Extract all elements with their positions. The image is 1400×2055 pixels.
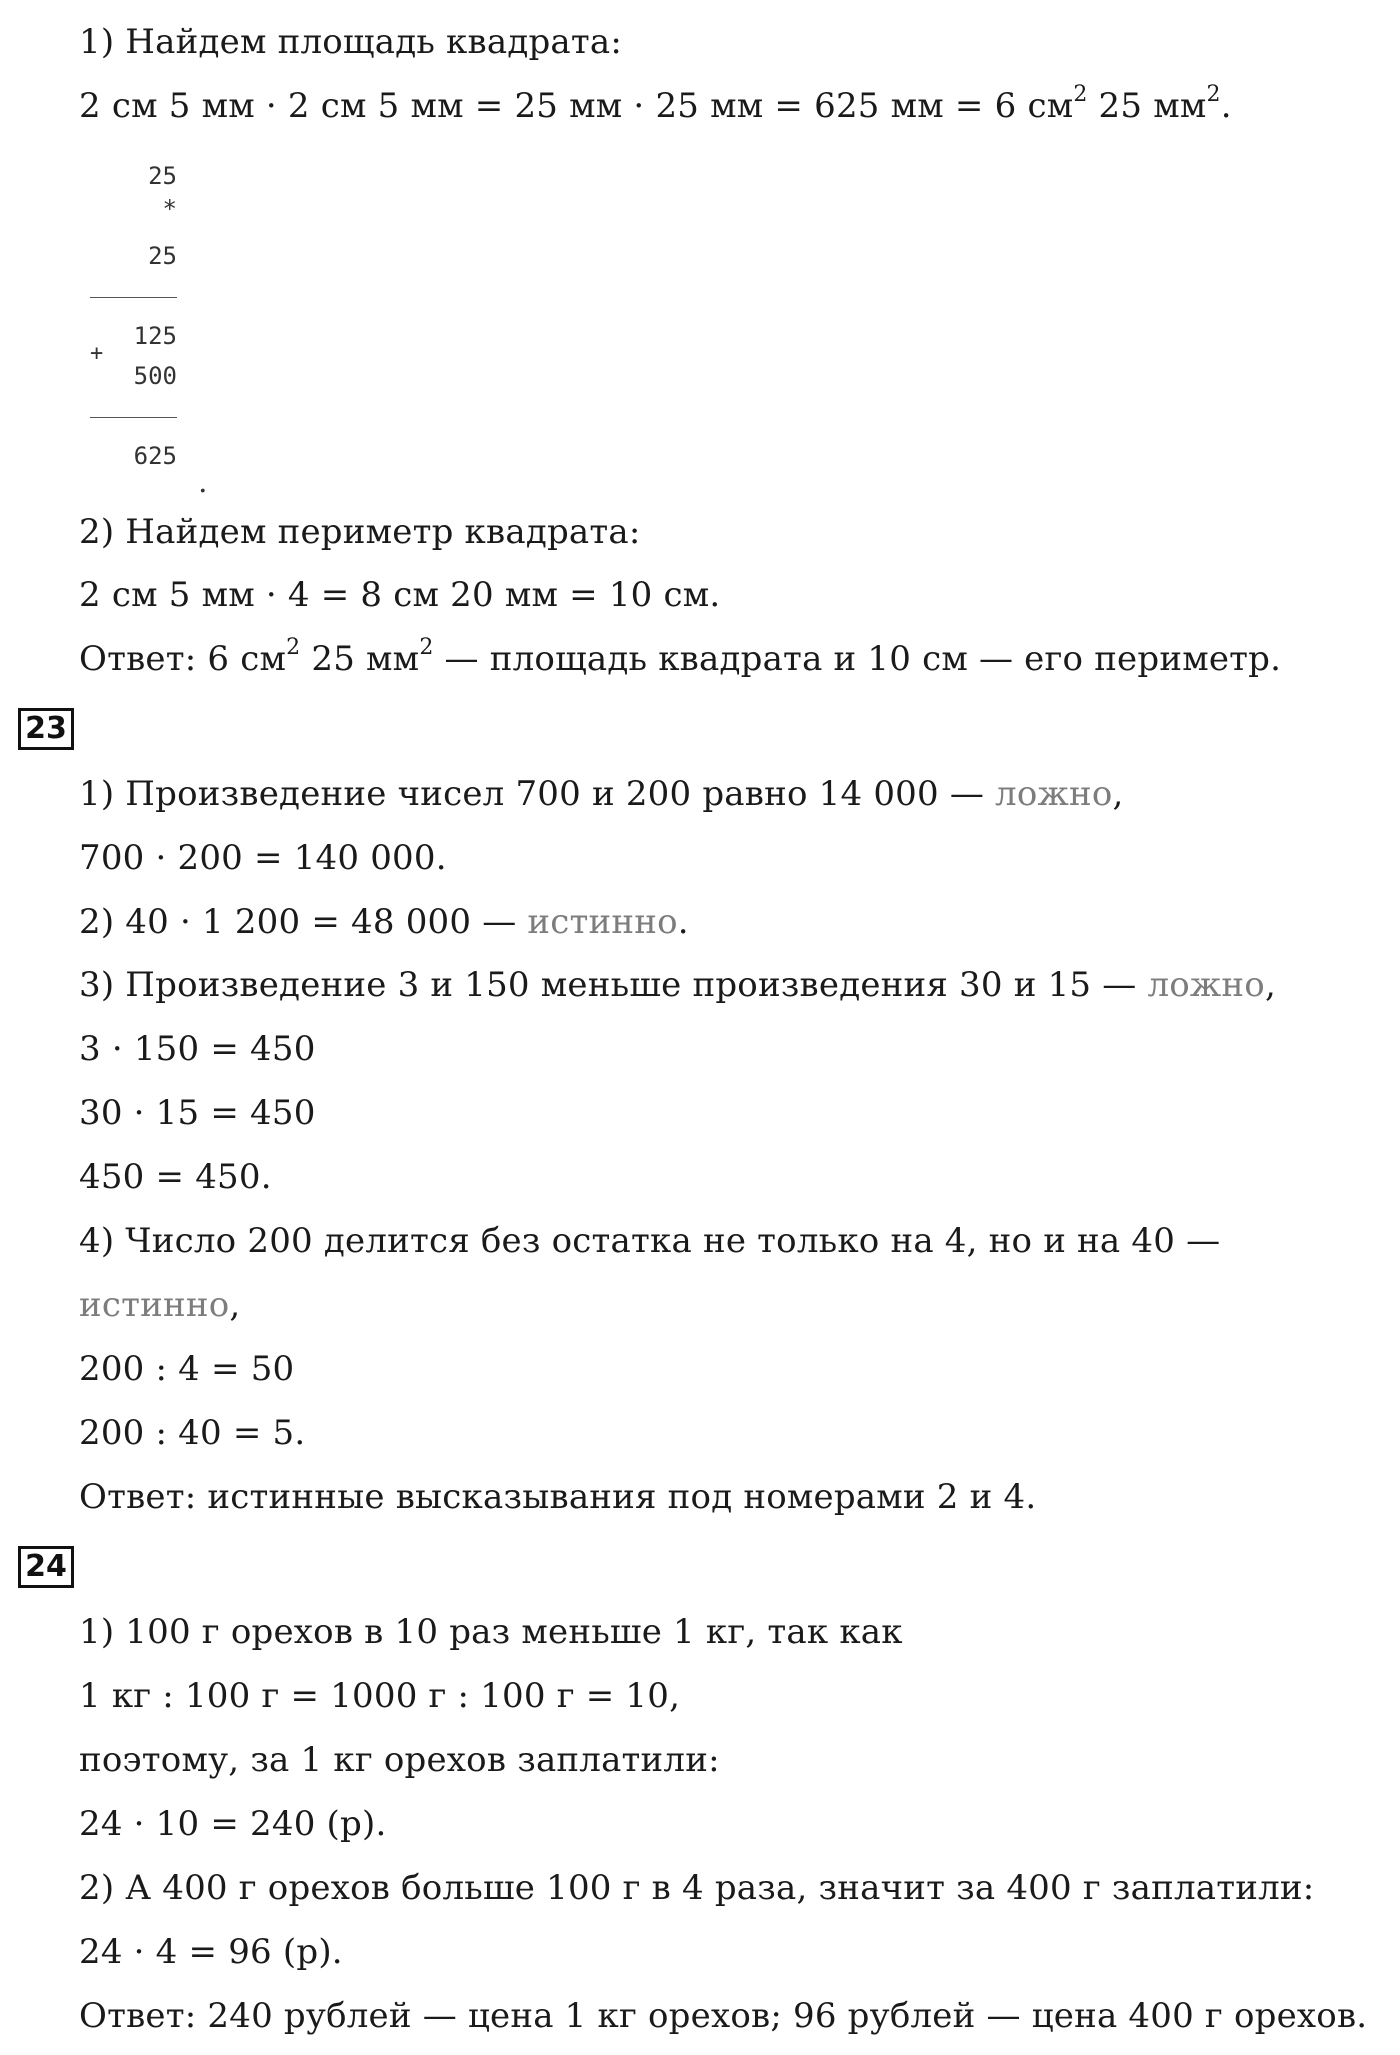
t23-s2-verdict: истинно [527,902,678,942]
ans-part-c: 25 мм [300,639,420,679]
calc-partial-2: 500 [133,362,177,390]
t23-statement-3 [79,963,1276,1007]
calc-result: 625 [133,442,177,470]
t23-calc-6: 200 : 40 = 5. [79,1413,306,1453]
ans-part-e: — площадь квадрата и 10 см — его периметр. [433,639,1282,679]
calc-plus-sign: + [90,341,104,366]
t23-statement-4-verdict [79,1283,240,1327]
t24-line-6: 24 · 4 = 96 (р). [79,1932,343,1972]
t23-s2-end: . [677,902,689,942]
calc-operator: * [162,195,177,223]
t24-line-1: 1) 100 г орехов в 10 раз меньше 1 кг, так как [79,1612,903,1652]
t23-calc-2: 3 · 150 = 450 [79,1029,316,1069]
t23-s4-end: , [229,1285,241,1325]
area-eq-exp2: 2 [1206,81,1221,107]
t23-calc-1: 700 · 200 = 140 000. [79,838,447,878]
calc-rule-2 [90,417,177,418]
t23-s1-end: , [1112,774,1124,814]
t24-line-5: 2) А 400 г орехов больше 100 г в 4 раза, значит за 400 г заплатили: [79,1868,1315,1908]
area-eq-exp1: 2 [1073,81,1088,107]
ans-exp2: 2 [419,634,434,660]
area-eq-main: 2 см 5 мм · 2 см 5 мм = 25 мм · 25 мм = 625 мм = 6 см [79,86,1074,126]
t23-statement-1 [79,772,1124,816]
ans-exp1: 2 [286,634,301,660]
t23-statement-2 [79,900,689,944]
area-eq-mm: 25 мм [1087,86,1207,126]
task-23-number: 23 [18,708,74,750]
calc-multiplier: 25 [148,242,177,270]
t23-s1-verdict: ложно [995,774,1113,814]
t24-answer: Ответ: 240 рублей — цена 1 кг орехов; 96 рублей — цена 400 г орехов. [79,1996,1368,2036]
t23-statement-4: 4) Число 200 делится без остатка не только на 4, но и на 40 — [79,1221,1221,1261]
step-1-heading: 1) Найдем площадь квадрата: [79,22,623,62]
ans-part-a: Ответ: 6 см [79,639,287,679]
t23-calc-4: 450 = 450. [79,1157,272,1197]
t23-s4-verdict: истинно [79,1285,230,1325]
calc-partial-1: 125 [133,322,177,350]
t23-s3-verdict: ложно [1147,965,1265,1005]
t24-line-3: поэтому, за 1 кг орехов заплатили: [79,1740,720,1780]
t23-s1-text: 1) Произведение чисел 700 и 200 равно 14 000 — [79,774,996,814]
perimeter-equation: 2 см 5 мм · 4 = 8 см 20 мм = 10 см. [79,575,721,615]
section1-answer [79,634,1282,681]
area-equation [79,81,1232,128]
step-2-heading: 2) Найдем периметр квадрата: [79,512,641,552]
t23-s2-text: 2) 40 · 1 200 = 48 000 — [79,902,528,942]
area-eq-end: . [1220,86,1232,126]
calc-dot: . [198,465,208,500]
t23-calc-5: 200 : 4 = 50 [79,1349,295,1389]
t24-line-4: 24 · 10 = 240 (р). [79,1804,387,1844]
column-multiplication [80,160,208,500]
t23-calc-3: 30 · 15 = 450 [79,1093,316,1133]
calc-multiplicand: 25 [148,162,177,190]
t23-answer: Ответ: истинные высказывания под номерами 2 и 4. [79,1477,1037,1517]
t23-s3-text: 3) Произведение 3 и 150 меньше произведения 30 и 15 — [79,965,1148,1005]
task-24-number: 24 [18,1546,74,1588]
t23-s3-end: , [1264,965,1276,1005]
t24-line-2: 1 кг : 100 г = 1000 г : 100 г = 10, [79,1676,681,1716]
calc-rule-1 [90,297,177,298]
